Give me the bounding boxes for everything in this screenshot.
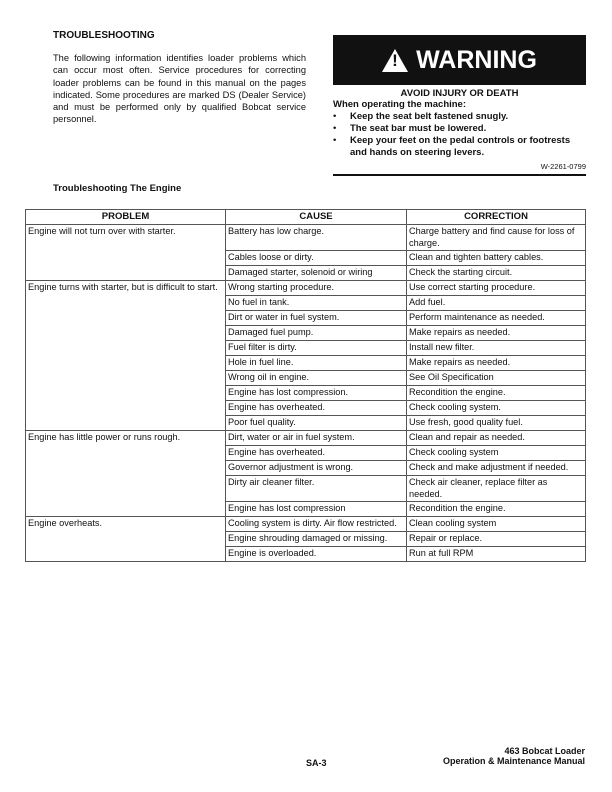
correction-cell: Recondition the engine. bbox=[407, 502, 586, 517]
problem-cell: Engine will not turn over with starter. bbox=[26, 225, 226, 281]
footer-model: 463 Bobcat Loader bbox=[504, 746, 585, 756]
warning-box bbox=[333, 35, 586, 176]
cause-cell: Dirt, water or air in fuel system. bbox=[226, 431, 407, 446]
warning-item: • The seat bar must be lowered. bbox=[333, 123, 586, 135]
correction-cell: Install new filter. bbox=[407, 341, 586, 356]
cause-cell: Engine has lost compression. bbox=[226, 386, 407, 401]
correction-cell: Use correct starting procedure. bbox=[407, 281, 586, 296]
header-problem: PROBLEM bbox=[26, 210, 226, 225]
footer-title bbox=[443, 746, 585, 766]
intro-paragraph: The following information identifies loader problems which can occur most often. Service procedures for correcting loader problems can be found in this manual on the pages indicated. Some procedures are marked DS (Dealer Service) and must be performed only by qualified Bobcat service personnel. bbox=[53, 53, 306, 125]
cause-cell: Engine has overheated. bbox=[226, 446, 407, 461]
section-title: Troubleshooting The Engine bbox=[53, 183, 182, 194]
warning-triangle-icon: ! bbox=[382, 49, 408, 72]
table-row bbox=[26, 281, 586, 296]
warning-banner bbox=[333, 35, 586, 85]
correction-cell: Perform maintenance as needed. bbox=[407, 311, 586, 326]
table-row bbox=[26, 431, 586, 446]
correction-cell: Make repairs as needed. bbox=[407, 326, 586, 341]
correction-cell: Use fresh, good quality fuel. bbox=[407, 416, 586, 431]
header-cause: CAUSE bbox=[226, 210, 407, 225]
correction-cell: Check and make adjustment if needed. bbox=[407, 461, 586, 476]
warning-lead: When operating the machine: bbox=[333, 99, 467, 110]
warning-code: W-2261-0799 bbox=[333, 162, 586, 176]
cause-cell: Cooling system is dirty. Air flow restricted. bbox=[226, 517, 407, 532]
cause-cell: Governor adjustment is wrong. bbox=[226, 461, 407, 476]
warning-item: • Keep the seat belt fastened snugly. bbox=[333, 111, 586, 123]
cause-cell: Dirty air cleaner filter. bbox=[226, 476, 407, 502]
page-number: SA-3 bbox=[306, 758, 327, 768]
correction-cell: Add fuel. bbox=[407, 296, 586, 311]
correction-cell: Make repairs as needed. bbox=[407, 356, 586, 371]
correction-cell: Recondition the engine. bbox=[407, 386, 586, 401]
warning-title: WARNING bbox=[416, 45, 537, 74]
warning-list bbox=[333, 111, 586, 159]
warning-subtitle: AVOID INJURY OR DEATH bbox=[400, 88, 519, 99]
cause-cell: Engine has lost compression bbox=[226, 502, 407, 517]
cause-cell: Engine has overheated. bbox=[226, 401, 407, 416]
correction-cell: Check cooling system. bbox=[407, 401, 586, 416]
correction-cell: See Oil Specification bbox=[407, 371, 586, 386]
header-correction: CORRECTION bbox=[407, 210, 586, 225]
cause-cell: Wrong starting procedure. bbox=[226, 281, 407, 296]
cause-cell: No fuel in tank. bbox=[226, 296, 407, 311]
correction-cell: Check cooling system bbox=[407, 446, 586, 461]
correction-cell: Repair or replace. bbox=[407, 532, 586, 547]
cause-cell: Engine shrouding damaged or missing. bbox=[226, 532, 407, 547]
warning-item: • Keep your feet on the pedal controls or footrests and hands on steering levers. bbox=[333, 135, 586, 159]
problem-cell: Engine turns with starter, but is difficult to start. bbox=[26, 281, 226, 431]
correction-cell: Run at full RPM bbox=[407, 547, 586, 562]
cause-cell: Fuel filter is dirty. bbox=[226, 341, 407, 356]
troubleshooting-table bbox=[25, 209, 586, 562]
cause-cell: Damaged starter, solenoid or wiring bbox=[226, 266, 407, 281]
correction-cell: Clean cooling system bbox=[407, 517, 586, 532]
footer-manual: Operation & Maintenance Manual bbox=[442, 756, 585, 766]
heading: TROUBLESHOOTING bbox=[53, 30, 155, 41]
correction-cell: Clean and repair as needed. bbox=[407, 431, 586, 446]
correction-cell: Charge battery and find cause for loss of charge. bbox=[407, 225, 586, 251]
correction-cell: Check the starting circuit. bbox=[407, 266, 586, 281]
cause-cell: Battery has low charge. bbox=[226, 225, 407, 251]
correction-cell: Clean and tighten battery cables. bbox=[407, 251, 586, 266]
cause-cell: Hole in fuel line. bbox=[226, 356, 407, 371]
cause-cell: Wrong oil in engine. bbox=[226, 371, 407, 386]
cause-cell: Engine is overloaded. bbox=[226, 547, 407, 562]
table-row bbox=[26, 225, 586, 251]
cause-cell: Damaged fuel pump. bbox=[226, 326, 407, 341]
cause-cell: Dirt or water in fuel system. bbox=[226, 311, 407, 326]
problem-cell: Engine overheats. bbox=[26, 517, 226, 562]
cause-cell: Poor fuel quality. bbox=[226, 416, 407, 431]
problem-cell: Engine has little power or runs rough. bbox=[26, 431, 226, 517]
correction-cell: Check air cleaner, replace filter as needed. bbox=[407, 476, 586, 502]
table-row bbox=[26, 517, 586, 532]
cause-cell: Cables loose or dirty. bbox=[226, 251, 407, 266]
